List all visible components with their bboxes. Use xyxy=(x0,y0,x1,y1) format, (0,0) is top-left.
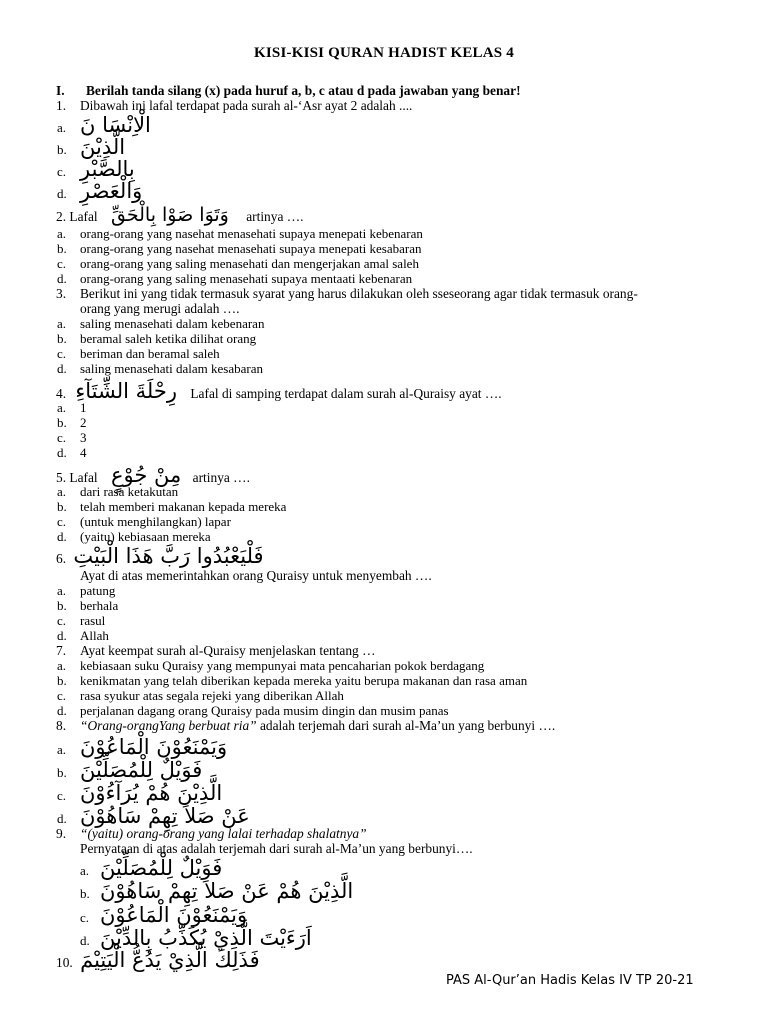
q6-option-b[interactable] xyxy=(57,598,118,613)
question-text: adalah terjemah dari surah al-Ma’un yang berbunyi …. xyxy=(256,718,556,733)
option-text: dari rasa ketakutan xyxy=(80,484,179,499)
option-letter: b. xyxy=(57,241,67,256)
q4-option-c[interactable] xyxy=(57,430,87,445)
q7-option-c[interactable] xyxy=(57,688,344,703)
q6-option-c[interactable] xyxy=(57,613,105,628)
option-letter: a. xyxy=(57,316,67,331)
option-letter: a. xyxy=(57,658,67,673)
q9-option-c[interactable] xyxy=(80,903,247,927)
question-number: 9. xyxy=(56,826,67,841)
q3-option-b[interactable] xyxy=(57,331,256,346)
q5-option-d[interactable] xyxy=(57,529,211,544)
option-letter: c. xyxy=(80,910,90,925)
option-letter: c. xyxy=(57,514,67,529)
option-letter: d. xyxy=(57,628,67,643)
option-letter: c. xyxy=(57,613,67,628)
option-letter: c. xyxy=(57,164,67,179)
option-letter: a. xyxy=(57,583,67,598)
question-arabic: فَذَلِكَ الَّذِيْ يَدُعُّ الْيَتِيْمَ xyxy=(80,948,260,972)
option-letter: a. xyxy=(57,226,67,241)
question-suffix: artinya …. xyxy=(192,470,250,485)
q5-option-c[interactable] xyxy=(57,514,231,529)
option-text: orang-orang yang nasehat menasehati supaya menepati kebenaran xyxy=(80,226,423,241)
question-number: 4. xyxy=(56,386,67,401)
option-letter: a. xyxy=(57,120,67,135)
question-number: 10. xyxy=(56,955,73,970)
option-text: orang-orang yang saling menasehati dan mengerjakan amal saleh xyxy=(80,256,419,271)
option-letter: c. xyxy=(57,346,67,361)
q7-option-a[interactable] xyxy=(57,658,484,673)
section-number: I. xyxy=(56,83,65,98)
option-arabic: الَّذِيْنَ xyxy=(80,135,126,159)
option-letter: b. xyxy=(57,673,67,688)
option-letter: c. xyxy=(57,688,67,703)
question-8 xyxy=(56,718,555,733)
option-arabic: الْاِنْسَا نَ xyxy=(80,113,151,137)
option-text: kebiasaan suku Quraisy yang mempunyai mata pencaharian pokok berdagang xyxy=(80,658,485,673)
question-number: 8. xyxy=(56,718,67,733)
q5-option-b[interactable] xyxy=(57,499,286,514)
option-text: orang-orang yang saling menasehati supaya mentaati kebenaran xyxy=(80,271,413,286)
question-quote: “(yaitu) orang-orang yang lalai terhadap shalatnya” xyxy=(80,826,367,841)
option-letter: b. xyxy=(57,499,67,514)
option-text: beriman dan beramal saleh xyxy=(80,346,220,361)
option-letter: b. xyxy=(57,415,67,430)
option-letter: c. xyxy=(57,788,67,803)
q1-option-d[interactable] xyxy=(57,179,142,203)
q3-option-a[interactable] xyxy=(57,316,264,331)
option-text: perjalanan dagang orang Quraisy pada musim dingin dan musim panas xyxy=(80,703,449,718)
q2-option-c[interactable] xyxy=(57,256,419,271)
question-suffix: artinya …. xyxy=(246,209,304,224)
option-text: berhala xyxy=(80,598,119,613)
q1-option-c[interactable] xyxy=(57,157,135,181)
question-9 xyxy=(56,826,367,841)
q1-option-a[interactable] xyxy=(57,113,151,137)
option-letter: c. xyxy=(57,430,67,445)
question-arabic: رِحْلَةَ الشِّتَآءِ xyxy=(75,379,177,403)
question-number: 5. xyxy=(56,470,67,485)
option-letter: b. xyxy=(80,886,90,901)
q3-option-d[interactable] xyxy=(57,361,263,376)
option-letter: a. xyxy=(57,484,67,499)
q9-option-a[interactable] xyxy=(80,856,222,880)
option-text: orang-orang yang nasehat menasehati supaya menepati kesabaran xyxy=(80,241,422,256)
option-text: beramal saleh ketika dilihat orang xyxy=(80,331,257,346)
q9-option-d[interactable] xyxy=(80,926,312,950)
question-text: Dibawah ini lafal terdapat pada surah al-‘Asr ayat 2 adalah .... xyxy=(80,98,413,113)
option-arabic: فَوَيْلٌ لِلْمُصَلِّيْنَ xyxy=(100,856,223,880)
option-letter: a. xyxy=(80,863,90,878)
q9-option-b[interactable] xyxy=(80,879,353,903)
question-number: 1. xyxy=(56,98,67,113)
question-9-text: Pernyataan di atas adalah terjemah dari surah al-Ma’un yang berbunyi…. xyxy=(80,841,473,856)
option-arabic: الَّذِيْنَ هُمْ عَنْ صَلاَ تِهِمْ سَاهُوْنَ xyxy=(100,879,354,903)
option-letter: d. xyxy=(57,703,67,718)
q5-option-a[interactable] xyxy=(57,484,178,499)
option-letter: a. xyxy=(57,400,67,415)
q8-option-b[interactable] xyxy=(57,758,202,782)
option-letter: b. xyxy=(57,331,67,346)
q2-option-a[interactable] xyxy=(57,226,423,241)
question-1 xyxy=(56,98,412,113)
option-letter: b. xyxy=(57,598,67,613)
option-text: kenikmatan yang telah diberikan kepada mereka yaitu berupa makanan dan rasa aman xyxy=(80,673,528,688)
q2-option-b[interactable] xyxy=(57,241,421,256)
option-text: saling menasehati dalam kebenaran xyxy=(80,316,265,331)
option-arabic: وَيَمْنَعُوْنَ الْمَاعُوْنَ xyxy=(80,735,228,759)
question-6-text: Ayat di atas memerintahkan orang Quraisy untuk menyembah …. xyxy=(80,568,432,583)
option-arabic: اَرَءَيْتَ الَّذِيْ يُكَذِّبُ بِالدِّيْنَ xyxy=(100,926,312,950)
option-text: (untuk menghilangkan) lapar xyxy=(80,514,231,529)
q4-option-d[interactable] xyxy=(57,445,87,460)
question-arabic: فَلْيَعْبُدُوا رَبَّ هَذَا الْبَيْتِ xyxy=(73,544,264,568)
q8-option-d[interactable] xyxy=(57,804,250,828)
option-letter: a. xyxy=(57,742,67,757)
question-4 xyxy=(56,379,502,403)
option-text: 2 xyxy=(80,415,87,430)
question-number: 7. xyxy=(56,643,67,658)
option-letter: b. xyxy=(57,765,67,780)
q7-option-d[interactable] xyxy=(57,703,449,718)
question-text: Lafal di samping terdapat dalam surah al-Quraisy ayat …. xyxy=(190,386,502,401)
question-number: 6. xyxy=(56,551,67,566)
option-arabic: بِالصَّبْرِ xyxy=(80,157,135,181)
option-letter: d. xyxy=(57,361,67,376)
question-number: 2. xyxy=(56,209,67,224)
question-arabic: وَتَوَا صَوْا بِالْحَقِّ xyxy=(111,204,229,226)
option-arabic: وَيَمْنَعُوْنَ الْمَاعُوْنَ xyxy=(100,903,248,927)
q6-option-d[interactable] xyxy=(57,628,109,643)
page-footer: PAS Al-Qur’an Hadis Kelas IV TP 20-21 xyxy=(446,973,694,988)
option-text: saling menasehati dalam kesabaran xyxy=(80,361,264,376)
option-arabic: الَّذِيْنَ هُمْ يُرَآءُوْنَ xyxy=(80,781,223,805)
option-letter: d. xyxy=(80,933,90,948)
question-prefix: Lafal xyxy=(69,470,98,485)
question-10 xyxy=(56,948,260,972)
option-arabic: وَالْعَصْرِ xyxy=(80,179,143,203)
question-2 xyxy=(56,203,303,227)
option-text: 4 xyxy=(80,445,87,460)
q1-option-b[interactable] xyxy=(57,135,125,159)
q6-option-a[interactable] xyxy=(57,583,115,598)
option-letter: d. xyxy=(57,271,67,286)
q4-option-a[interactable] xyxy=(57,400,87,415)
question-3-cont: orang yang merugi adalah …. xyxy=(80,301,240,316)
q8-option-c[interactable] xyxy=(57,781,222,805)
q2-option-d[interactable] xyxy=(57,271,412,286)
option-text: (yaitu) kebiasaan mereka xyxy=(80,529,211,544)
option-text: telah memberi makanan kepada mereka xyxy=(80,499,287,514)
question-prefix: Lafal xyxy=(69,209,98,224)
option-letter: b. xyxy=(57,142,67,157)
question-7 xyxy=(56,643,376,658)
option-letter: c. xyxy=(57,256,67,271)
section-text: Berilah tanda silang (x) pada huruf a, b, c atau d pada jawaban yang benar! xyxy=(86,83,521,98)
question-quote: “Orang-orangYang berbuat ria” xyxy=(80,718,257,733)
option-text: 3 xyxy=(80,430,87,445)
option-arabic: فَوَيْلٌ لِلْمُصَلِّيْنَ xyxy=(80,758,203,782)
option-letter: d. xyxy=(57,186,67,201)
q7-option-b[interactable] xyxy=(57,673,527,688)
option-text: Allah xyxy=(80,628,109,643)
question-text: Berikut ini yang tidak termasuk syarat yang harus dilakukan oleh sseseorang agar tidak termasuk orang- xyxy=(80,286,638,301)
question-6 xyxy=(56,544,264,568)
question-3 xyxy=(56,286,638,301)
option-letter: d. xyxy=(57,445,67,460)
option-text: 1 xyxy=(80,400,87,415)
question-number: 3. xyxy=(56,286,67,301)
section-instruction xyxy=(56,83,521,98)
option-arabic: عَنْ صَلاَ تِهِمْ سَاهُوْنَ xyxy=(80,804,250,828)
question-text: Ayat keempat surah al-Quraisy menjelaskan tentang … xyxy=(80,643,376,658)
page-title: KISI-KISI QURAN HADIST KELAS 4 xyxy=(254,45,514,61)
option-letter: d. xyxy=(57,811,67,826)
q8-option-a[interactable] xyxy=(57,735,227,759)
q3-option-c[interactable] xyxy=(57,346,220,361)
option-text: patung xyxy=(80,583,116,598)
q4-option-b[interactable] xyxy=(57,415,87,430)
option-text: rasul xyxy=(80,613,106,628)
option-letter: d. xyxy=(57,529,67,544)
option-text: rasa syukur atas segala rejeki yang diberikan Allah xyxy=(80,688,344,703)
question-arabic: مِنْ جُوْعٍ xyxy=(111,463,182,487)
